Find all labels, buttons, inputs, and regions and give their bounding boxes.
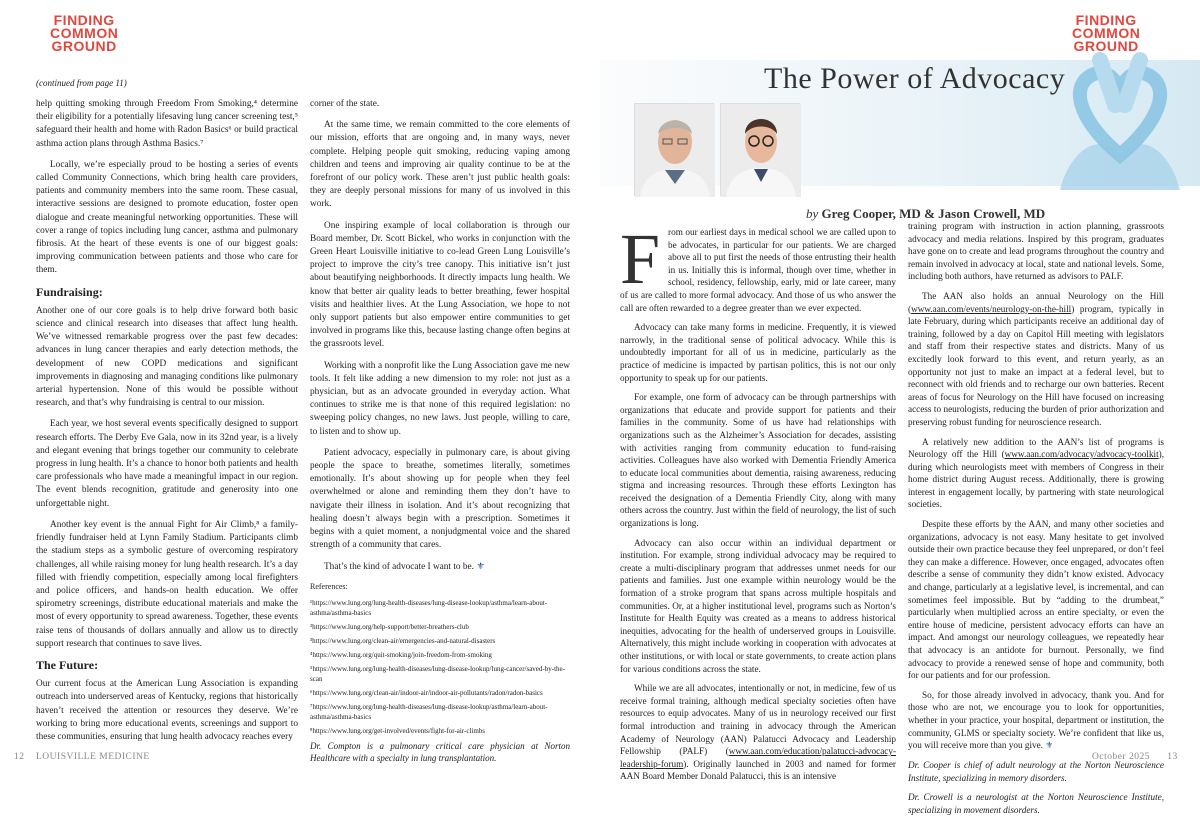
paragraph: Working with a nonprofit like the Lung Association gave me new tools. It felt like adding a new dimension to my role: not just as a physician, but as an advocate grounded in everyday action. What continues to strike me is that none of this required legislation: no sweeping policy changes, no new laws. Just people, willing to care, to listen and to show up. (310, 360, 570, 437)
byline-prefix: by (806, 206, 819, 221)
reference-item: ⁵https://www.lung.org/lung-health-diseases/lung-disease-lookup/lung-cancer/saved-by-the-scan (310, 664, 565, 683)
author-bio-cooper: Dr. Cooper is chief of adult neurology at the Norton Neuroscience Institute, specializing in memory disorders. (908, 759, 1164, 783)
logo-line: FINDING (1075, 12, 1137, 28)
finding-common-ground-logo-left (50, 14, 118, 53)
paragraph: For example, one form of advocacy can be through partnerships with organizations that educate and provide support for patients and their families in the community. Some of us have had relationships with organizations such as the Alzheimer’s Association for decades, assisting with activities ranging from community education to fund-raising activities. Colleagues have also worked with Dementia Friendly America to educate local communities about dementia, raising awareness, reducing stigma and increasing resources. Through these efforts Lexington has received the designation of a Dementia Friendly City, along with many others across the country. Just within the field of neurology, the list of such organizations is long. (620, 392, 896, 529)
right-column-1 (620, 219, 896, 790)
logo-line: GROUND (1073, 38, 1139, 54)
paragraph: At the same time, we remain committed to the core elements of our mission, efforts that are ongoing and, in many ways, never complete. Helping people quit smoking, reducing vaping among children and teens and improving air quality continue to be at the forefront of our policy work. These aren’t just public health goals: they are deeply personal missions for many of us involved in this work. (310, 120, 570, 210)
footer-right (1092, 752, 1178, 762)
author-bio-crowell: Dr. Crowell is a neurologist at the Norton Neuroscience Institute, specializing in movement disorders. (908, 792, 1164, 816)
paragraph-text: ), during which neurologists meet with members of Congress in their home district during August recess. Additionally, there is growing interest in engagement locally, by partnering with state neurological societies. (908, 449, 1164, 510)
paragraph-text: ). Originally launched in 2003 and named for former AAN Board Member Donald Palatucci, this is an intensive (620, 758, 896, 782)
palatucci-link[interactable]: www.aan.com/education/palatucci-advocacy-leadership-forum (620, 746, 896, 769)
left-column-2 (310, 98, 570, 773)
paragraph: Locally, we’re especially proud to be hosting a series of events called Community Connections, which bring health care providers, patients and community members into the same room. These casual, interactive sessions are designed to promote education, foster open dialogue and create meaningful networking opportunities. These will cover a range of topics including lung cancer, asthma and pulmonary fibrosis. At the heart of these events is one of our biggest goals: improving communication between patients and those who care for them. (36, 159, 298, 276)
paragraph (908, 436, 1164, 512)
page-number: 13 (1167, 752, 1178, 762)
paragraph: Advocacy can also occur within an individual department or institution. For example, strong individual advocacy may be required to create a multi-disciplinary program that addresses unmet needs for our patients and families. Just one example within neurology would be the formation of a stroke program that spans across multiple hospitals and communities. Or, at a higher institutional level, programs such as Norton’s Institute for Health Equity was created as a means to address historical inequities, advocating for the health of underserved groups in Louisville. Alternatively, this might include working in cooperation with advocates at other institutions, or with local or state governments, to create action plans for various conditions across the state. (620, 537, 896, 674)
reference-item: ³https://www.lung.org/clean-air/emergencies-and-natural-disasters (310, 636, 496, 645)
byline-authors: Greg Cooper, MD & Jason Crowell, MD (821, 206, 1046, 221)
reference-item: ⁸https://www.lung.org/get-involved/events/fight-for-air-climbs (310, 726, 485, 735)
page-number: 12 (14, 752, 25, 762)
logo-line: COMMON (1072, 25, 1141, 41)
logo-line: COMMON (50, 25, 119, 41)
article-title: The Power of Advocacy (764, 62, 1066, 95)
closing-line (310, 561, 570, 574)
paragraph: Patient advocacy, especially in pulmonary care, is about giving people the space to breathe, sometimes literally, sometimes emotionally. It’s about showing up for people when they feel overwhelmed or alone and reminding them they don’t have to navigate their illness in isolation. And it’s about recognizing that healing doesn’t always begin with a prescription. Sometimes it begins with a quiet moment, a nonjudgmental voice and the shared strength of a community that cares. (310, 447, 570, 551)
reference-item: ⁴https://www.lung.org/quit-smoking/join-freedom-from-smoking (310, 650, 492, 659)
paragraph: Despite these efforts by the AAN, and many other societies and organizations, advocacy is not easy. Many hesitate to get involved outside their own practice because they feel unprepared, or don’t feel they can make a difference. However, once engaged, advocates often describe a sense of community they didn’t know existed. Advocacy and change, particularly at a legislative level, is incremental, and can sometimes feel impossible. But by “adding to the drumbeat,” particularly when multiplied across an entire specialty, or even the entire house of medicine, persistent advocacy efforts can have an impact. And amongst our neurology colleagues, we repeatedly hear that advocacy is an antidote for burnout. Personally, we find advocacy to provide a renewed sense of hope and community, both for our patients and for our profession. (908, 519, 1164, 681)
paragraph-text: While we are all advocates, intentionally or not, in medicine, few of us receive formal training, although medical specialty societies often have resources to equip advocates. Many of us in neurology received our first formal introduction and training in advocacy through the American Academy of Neurology (AAN) Palatucci Advocacy and Leadership Fellowship (PALF) ( (620, 683, 896, 757)
publication-name: LOUISVILLE MEDICINE (36, 752, 150, 762)
paragraph: Our current focus at the American Lung Association is expanding outreach into underserved areas of Kentucky, regions that historically haven’t received the attention or resources they deserve. We’re working to bring more educational events, screenings and support to these communities, ensuring that lung health advocacy reaches every (36, 679, 298, 742)
neurology-on-the-hill-link[interactable]: www.aan.com/events/neurology-on-the-hill (911, 303, 1072, 314)
references-title: References: (310, 581, 348, 591)
left-column-1 (36, 98, 298, 752)
paragraph-text: The AAN also holds an annual Neurology on the Hill ( (908, 290, 1164, 314)
fleur-de-lis-icon: ⚜ (1045, 740, 1054, 751)
footer-left (14, 752, 150, 762)
paragraph-text: A relatively new addition to the AAN’s list of programs is Neurology off the Hill ( (908, 436, 1164, 460)
drop-cap: F (620, 219, 661, 299)
paragraph-text: So, for those already involved in advocacy, thank you. And for those who are not, we encourage you to look for opportunities, whether in your practice, your hospital, department or institution, the community, GLMS or specialty society. We’re confident that like us, you will receive more than you give. (908, 689, 1164, 751)
portrait-image (635, 104, 715, 197)
closing-text: That’s the kind of advocate I want to be. (324, 561, 474, 572)
continued-note: (continued from page 11) (36, 78, 127, 88)
author-bio: Dr. Compton is a pulmonary critical care physician at Norton Healthcare with a specialty in lung transplantation. (310, 740, 570, 764)
issue-date: October 2025 (1092, 752, 1150, 762)
paragraph: Another key event is the annual Fight for Air Climb,⁸ a family-friendly fundraiser held at Lynn Family Stadium. Participants climb the stadium steps as a symbolic gesture of overcoming respiratory challenges, all while raising money for lung health research. It’s a day filled with friendly competition, especially among local firefighters and police officers, and hands-on health education. We offer spirometry screenings, distribute educational materials and make the most of every opportunity to spread awareness. Together, these events raise tens of thousands of dollars annually and allow us to directly support research that continues to save lives. (36, 519, 298, 649)
section-heading-future: The Future: (36, 657, 99, 672)
portrait-image (721, 104, 801, 197)
fleur-de-lis-icon: ⚜ (476, 561, 485, 572)
right-column-2 (908, 220, 1164, 824)
logo-line: GROUND (51, 38, 117, 54)
reference-item: ⁶https://www.lung.org/clean-air/indoor-air/indoor-air-pollutants/radon/radon-basics (310, 688, 543, 697)
paragraph: help quitting smoking through Freedom From Smoking,⁴ determine their eligibility for a potentially lifesaving lung cancer screening test,⁵ safeguard their health and home with Radon Basics⁶ or build practical asthma action plans through Asthma Basics.⁷ (36, 99, 298, 149)
reference-item: ⁷https://www.lung.org/lung-health-diseases/lung-disease-lookup/asthma/learn-about-asthma/asthma-basics (310, 702, 548, 721)
paragraph: One inspiring example of local collaboration is through our Board member, Dr. Scott Bickel, who works in conjunction with the Green Heart Louisville initiative to co-lead Green Lung Louisville’s project to improve the city’s tree canopy. This initiative isn’t just about beautifying neighborhoods. It directly impacts lung health. We know that better air quality leads to better breathing, fewer hospital visits and healthier lives. At the Lung Association, we hope to not only support patients but also empower entire communities to get involved in programs like this, because lasting change often begins at the grassroots level. (310, 220, 570, 350)
author-photo-cooper (634, 103, 714, 196)
paragraph (908, 290, 1164, 429)
author-photo-crowell (720, 103, 800, 196)
reference-item: ¹https://www.lung.org/lung-health-diseases/lung-disease-lookup/asthma/learn-about-asthma/asthma-basics (310, 598, 548, 617)
paragraph (908, 689, 1164, 752)
references (310, 582, 570, 736)
section-heading-fundraising: Fundraising: (36, 284, 103, 299)
finding-common-ground-logo-right (1072, 14, 1140, 53)
advocacy-toolkit-link[interactable]: www.aan.com/advocacy/advocacy-toolkit (1004, 449, 1159, 460)
paragraph: Each year, we host several events specifically designed to support research efforts. The Derby Eve Gala, now in its 32nd year, is a lively and elegant evening that brings together our community to celebrate progress in lung health. It’s a chance to honor both patients and health care professionals who have made a meaningful impact in our region. The event blends recognition, gratitude and generosity into one unforgettable night. (36, 419, 298, 509)
paragraph (620, 682, 896, 783)
logo-line: FINDING (53, 12, 115, 28)
paragraph: Another one of our core goals is to help drive forward both basic science and clinical research into diseases that affect lung health. We’ve witnessed remarkable progress over the past few decades: advances in lung cancer therapies and early detection methods, the development of new COPD medications and significant improvements in diagnosing and managing conditions like pulmonary arterial hypertension. None of this would be possible without research, and that’s why fundraising is central to our mission. (36, 305, 298, 409)
paragraph: Advocacy can take many forms in medicine. Frequently, it is viewed narrowly, in the traditional sense of political advocacy. While this is undoubtedly important for all of us in medicine, particularly as the practice of medicine is impacted by partisan politics, this is not our only opportunity to speak up for our patients. (620, 322, 896, 383)
paragraph: corner of the state. (310, 99, 380, 109)
paragraph-text: rom our earliest days in medical school we are called upon to be advocates, in particular for our patients. We are charged above all to put first the needs of those entrusting their health in us. Initially this is informal, though over time, whether in school, residency, fellowship, early, mid or late career, many of us are called to more formal advocacy. And those of us who answer the call are often rewarded to a degree greater than we ever expected. (620, 227, 896, 313)
reference-item: ²https://www.lung.org/help-support/better-breathers-club (310, 622, 469, 631)
paragraph-text: ) program, typically in late February, during which participants receive an additional day of training, followed by a day on Capitol Hill meeting with legislators and staff from their respective states and districts. Many of us excitedly look forward to this event, and return yearly, as an opportunity not just to make an impact at a federal level, but to reconnect with old friends and to recharge our own batteries. Recent areas of focus for Neurology on the Hill have focused on increasing access to neurologists, reducing the burden of prior authorization and preserving robust funding for neuroscience research. (908, 303, 1164, 427)
paragraph (620, 219, 896, 314)
paragraph: training program with instruction in action planning, grassroots advocacy and media relations. Inspired by this program, graduates have gone on to create and lead programs throughout the country and remain involved in advocacy at local, state and national levels. Some, including both authors, have returned as advisors to PALF. (908, 221, 1164, 282)
